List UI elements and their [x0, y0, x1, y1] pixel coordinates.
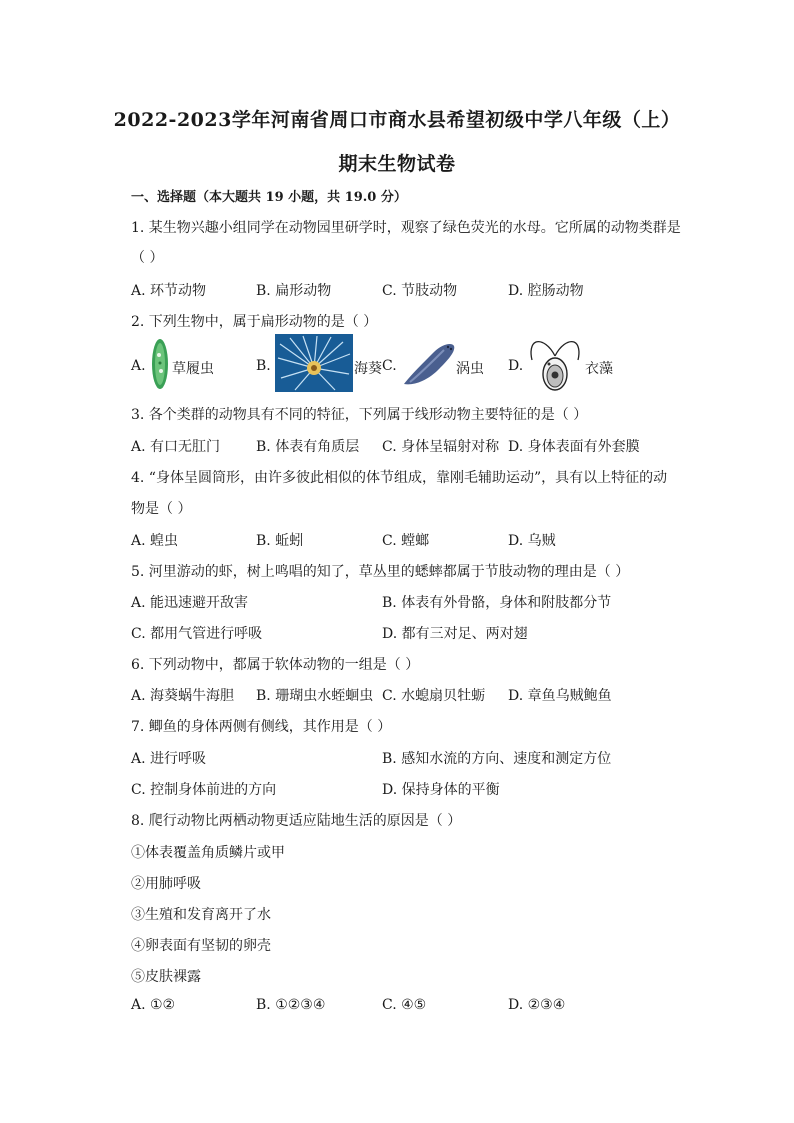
q2-option-d-label: 衣藻 — [585, 361, 613, 377]
q8-item-5: ⑤皮肤裸露 — [131, 969, 201, 985]
q7-option-b: B. 感知水流的方向、速度和测定方位 — [382, 751, 612, 767]
q4-option-c: C. 螳螂 — [382, 533, 430, 549]
q1-stem-line2: （ ） — [131, 250, 164, 266]
q2-option-c-letter: C. — [382, 358, 397, 374]
q2-stem: 2. 下列生物中，属于扁形动物的是（ ） — [131, 314, 378, 330]
q2-option-a-label: 草履虫 — [172, 361, 214, 377]
q3-option-b: B. 体表有角质层 — [256, 439, 360, 455]
q1-stem-line1: 1. 某生物兴趣小组同学在动物园里研学时，观察了绿色荧光的水母。它所属的动物类群是 — [131, 220, 681, 236]
q2-option-a-letter: A. — [131, 358, 146, 374]
q4-stem-line1: 4. “身体呈圆筒形，由许多彼此相似的体节组成，靠刚毛辅助运动”，具有以上特征的动 — [131, 470, 668, 486]
planarian-image — [400, 340, 456, 388]
q3-option-a: A. 有口无肛门 — [131, 439, 221, 455]
q3-option-d: D. 身体表面有外套膜 — [508, 439, 640, 455]
paramecium-image — [150, 337, 170, 391]
q5-option-a: A. 能迅速避开敌害 — [131, 595, 249, 611]
q4-option-b: B. 蚯蚓 — [256, 533, 304, 549]
q7-option-c: C. 控制身体前进的方向 — [131, 782, 277, 798]
q6-stem: 6. 下列动物中，都属于软体动物的一组是（ ） — [131, 657, 420, 673]
q6-option-b: B. 珊瑚虫水蛭蛔虫 — [256, 688, 374, 704]
q8-item-1: ①体表覆盖角质鳞片或甲 — [131, 845, 285, 861]
sea-anemone-image — [275, 334, 353, 392]
q8-item-2: ②用肺呼吸 — [131, 876, 201, 892]
q8-option-d: D. ②③④ — [508, 997, 566, 1013]
q4-option-a: A. 蝗虫 — [131, 533, 179, 549]
q4-option-d: D. 乌贼 — [508, 533, 556, 549]
chlamydomonas-image — [528, 334, 582, 394]
q1-option-a: A. 环节动物 — [131, 283, 207, 299]
q6-option-c: C. 水螅扇贝牡蛎 — [382, 688, 486, 704]
q5-option-b: B. 体表有外骨骼，身体和附肢都分节 — [382, 595, 612, 611]
q7-option-a: A. 进行呼吸 — [131, 751, 207, 767]
q4-stem-line2: 物是（ ） — [131, 501, 192, 517]
q3-option-c: C. 身体呈辐射对称 — [382, 439, 500, 455]
q6-option-a: A. 海葵蜗牛海胆 — [131, 688, 235, 704]
q5-option-d: D. 都有三对足、两对翅 — [382, 626, 528, 642]
exam-title-line2: 期末生物试卷 — [338, 153, 456, 175]
q5-option-c: C. 都用气管进行呼吸 — [131, 626, 263, 642]
q8-stem: 8. 爬行动物比两栖动物更适应陆地生活的原因是（ ） — [131, 813, 462, 829]
q8-item-3: ③生殖和发育离开了水 — [131, 907, 271, 923]
q6-option-d: D. 章鱼乌贼鲍鱼 — [508, 688, 612, 704]
q2-option-b-label: 海葵 — [354, 361, 382, 377]
q3-stem: 3. 各个类群的动物具有不同的特征，下列属于线形动物主要特征的是（ ） — [131, 407, 588, 423]
section-header: 一、选择题（本大题共 19 小题，共 19.0 分） — [131, 190, 407, 205]
q2-option-c-label: 涡虫 — [456, 361, 484, 377]
q8-option-b: B. ①②③④ — [256, 997, 326, 1013]
q1-option-d: D. 腔肠动物 — [508, 283, 584, 299]
q8-item-4: ④卵表面有坚韧的卵壳 — [131, 938, 271, 954]
q8-option-a: A. ①② — [131, 997, 176, 1013]
exam-title-line1: 2022-2023学年河南省周口市商水县希望初级中学八年级（上） — [113, 109, 681, 131]
q5-stem: 5. 河里游动的虾，树上鸣唱的知了，草丛里的蟋蟀都属于节肢动物的理由是（ ） — [131, 564, 630, 580]
q7-stem: 7. 鲫鱼的身体两侧有侧线，其作用是（ ） — [131, 719, 392, 735]
q8-option-c: C. ④⑤ — [382, 997, 427, 1013]
q2-option-b-letter: B. — [256, 358, 271, 374]
q2-option-d-letter: D. — [508, 358, 524, 374]
q1-option-c: C. 节肢动物 — [382, 283, 458, 299]
q1-option-b: B. 扁形动物 — [256, 283, 332, 299]
q7-option-d: D. 保持身体的平衡 — [382, 782, 500, 798]
